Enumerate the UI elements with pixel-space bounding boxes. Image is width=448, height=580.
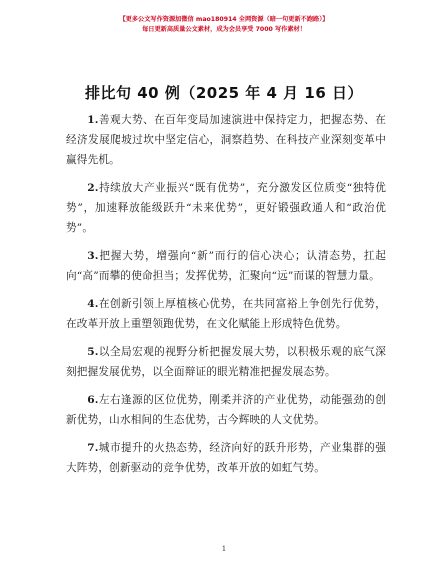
document-body bbox=[66, 110, 386, 486]
paragraph-6 bbox=[66, 390, 386, 430]
promo-banner-line-2: 每日更新高质量公文素材，成为会员享受 7000 写作素材！ bbox=[142, 26, 306, 33]
paragraph-7 bbox=[66, 438, 386, 478]
paragraph-text: 善观大势、在百年变局加速演进中保持定力，把握态势、在经济发展爬坡过坎中坚定信心，洞察趋势、在科技产业深刻变革中赢得先机。 bbox=[66, 114, 386, 166]
paragraph-number: 2. bbox=[87, 182, 99, 194]
paragraph-text: 持续放大产业振兴“既有优势”，充分激发区位质变“独特优势”，加速释放能级跃升“未来优势”，更好锻强政通人和“政治优势”。 bbox=[66, 182, 386, 234]
paragraph-number: 6. bbox=[87, 394, 99, 406]
paragraph-text: 在创新引领上厚植核心优势，在共同富裕上争创先行优势，在改革开放上重塑领跑优势，在文化赋能上形成特色优势。 bbox=[66, 298, 386, 330]
paragraph-text: 城市提升的火热态势，经济向好的跃升形势，产业集群的强大阵势，创新驱动的竞争优势，改革开放的如虹气势。 bbox=[66, 442, 386, 474]
paragraph-number: 7. bbox=[87, 442, 99, 454]
paragraph-2 bbox=[66, 178, 386, 238]
paragraph-text: 以全局宏观的视野分析把握发展大势，以积极乐观的底气深刻把握发展优势，以全面辩证的眼光精准把握发展态势。 bbox=[66, 346, 386, 378]
page-number: 1 bbox=[221, 545, 227, 553]
paragraph-number: 5. bbox=[87, 346, 99, 358]
document-title: 排比句 40 例（2025 年 4 月 16 日） bbox=[85, 84, 363, 102]
paragraph-4 bbox=[66, 294, 386, 334]
paragraph-number: 1. bbox=[87, 114, 99, 126]
paragraph-3 bbox=[66, 246, 386, 286]
paragraph-number: 3. bbox=[87, 250, 99, 262]
promo-banner bbox=[0, 15, 448, 35]
promo-banner-line-1: 【更多公文写作资源加微信 mao180914 全网资源（暗一句更新不跑路）】 bbox=[119, 16, 329, 23]
paragraph-5 bbox=[66, 342, 386, 382]
paragraph-text: 左右逢源的区位优势，刚柔并济的产业优势，动能强劲的创新优势，山水相间的生态优势，古今辉映的人文优势。 bbox=[66, 394, 386, 426]
paragraph-1 bbox=[66, 110, 386, 170]
paragraph-number: 4. bbox=[87, 298, 99, 310]
paragraph-text: 把握大势，增强向“新”而行的信心决心；认清态势，扛起向“高”而攀的使命担当；发挥优势，汇聚向“远”而谋的智慧力量。 bbox=[66, 250, 386, 282]
